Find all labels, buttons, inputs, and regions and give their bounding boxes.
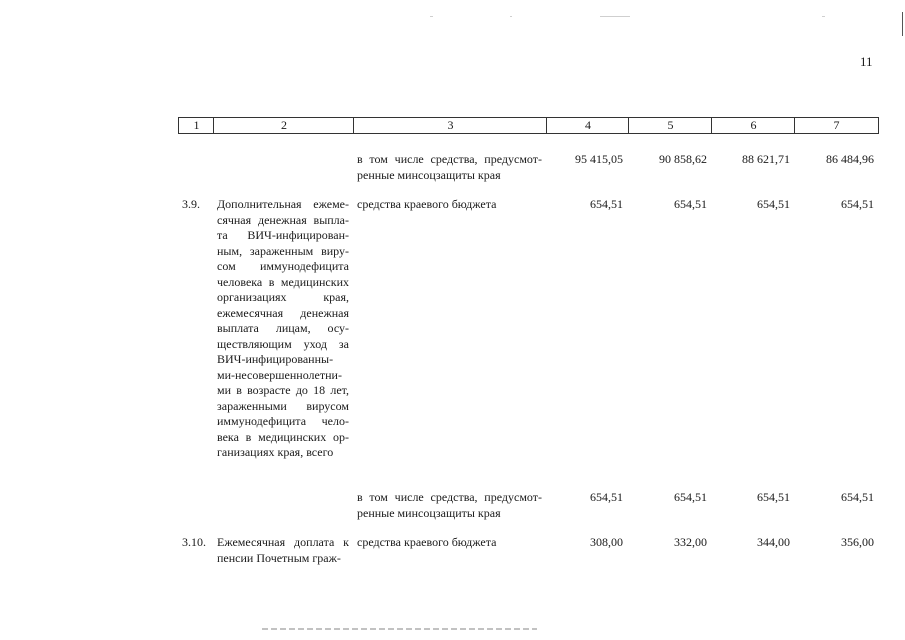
scan-speck <box>510 16 512 17</box>
row-value-col6: 344,00 <box>757 535 790 549</box>
row-source: в том числе средства, предусмот-ренные минсоцзащиты края <box>357 490 542 520</box>
header-cell: 7 <box>794 118 879 133</box>
header-cell: 1 <box>178 118 214 133</box>
row-source: в том числе средства, предусмот-ренные минсоцзащиты края <box>357 152 542 182</box>
scan-smudge <box>262 628 537 630</box>
row-value-col7: 654,51 <box>841 197 874 211</box>
row-value-col7: 86 484,96 <box>826 152 874 166</box>
row-value-col4: 654,51 <box>590 490 623 504</box>
scan-speck <box>600 16 630 17</box>
row-value-col5: 90 858,62 <box>659 152 707 166</box>
row-value-col6: 654,51 <box>757 197 790 211</box>
row-value-col7: 654,51 <box>841 490 874 504</box>
row-value-col5: 332,00 <box>674 535 707 549</box>
row-value-col4: 95 415,05 <box>575 152 623 166</box>
header-cell: 4 <box>546 118 629 133</box>
page-number: 11 <box>860 54 873 69</box>
row-value-col6: 88 621,71 <box>742 152 790 166</box>
scan-edge-mark <box>902 12 903 36</box>
header-cell: 6 <box>711 118 795 133</box>
row-value-col5: 654,51 <box>674 197 707 211</box>
header-cell: 3 <box>353 118 547 133</box>
row-value-col7: 356,00 <box>841 535 874 549</box>
row-value-col6: 654,51 <box>757 490 790 504</box>
header-cell: 5 <box>628 118 712 133</box>
row-source: средства краевого бюджета <box>357 535 497 549</box>
table-header-row <box>178 117 879 134</box>
row-number: 3.9. <box>182 197 200 211</box>
row-source: средства краевого бюджета <box>357 197 497 211</box>
row-value-col4: 308,00 <box>590 535 623 549</box>
row-value-col5: 654,51 <box>674 490 707 504</box>
row-name: Дополнительная ежеме-сячная денежная выпла-та ВИЧ-инфицирован-ным, зараженным виру-сом иммунодефицита человека в медицинских организациях края, ежемесячная денежная выплата лицам, осу-ществляющим уход за ВИЧ-инфицированны-ми-несовершеннолетни-ми в возрасте до 18 лет, зараженными вирусом иммунодефицита чело-века в медицинских ор-ганизациях края, всего <box>217 197 349 459</box>
scan-speck <box>430 16 433 17</box>
header-cell: 2 <box>213 118 354 133</box>
row-name: Ежемесячная доплата к пенсии Почетным граж- <box>217 535 349 565</box>
row-value-col4: 654,51 <box>590 197 623 211</box>
row-number: 3.10. <box>182 535 206 549</box>
scan-speck <box>822 16 825 17</box>
